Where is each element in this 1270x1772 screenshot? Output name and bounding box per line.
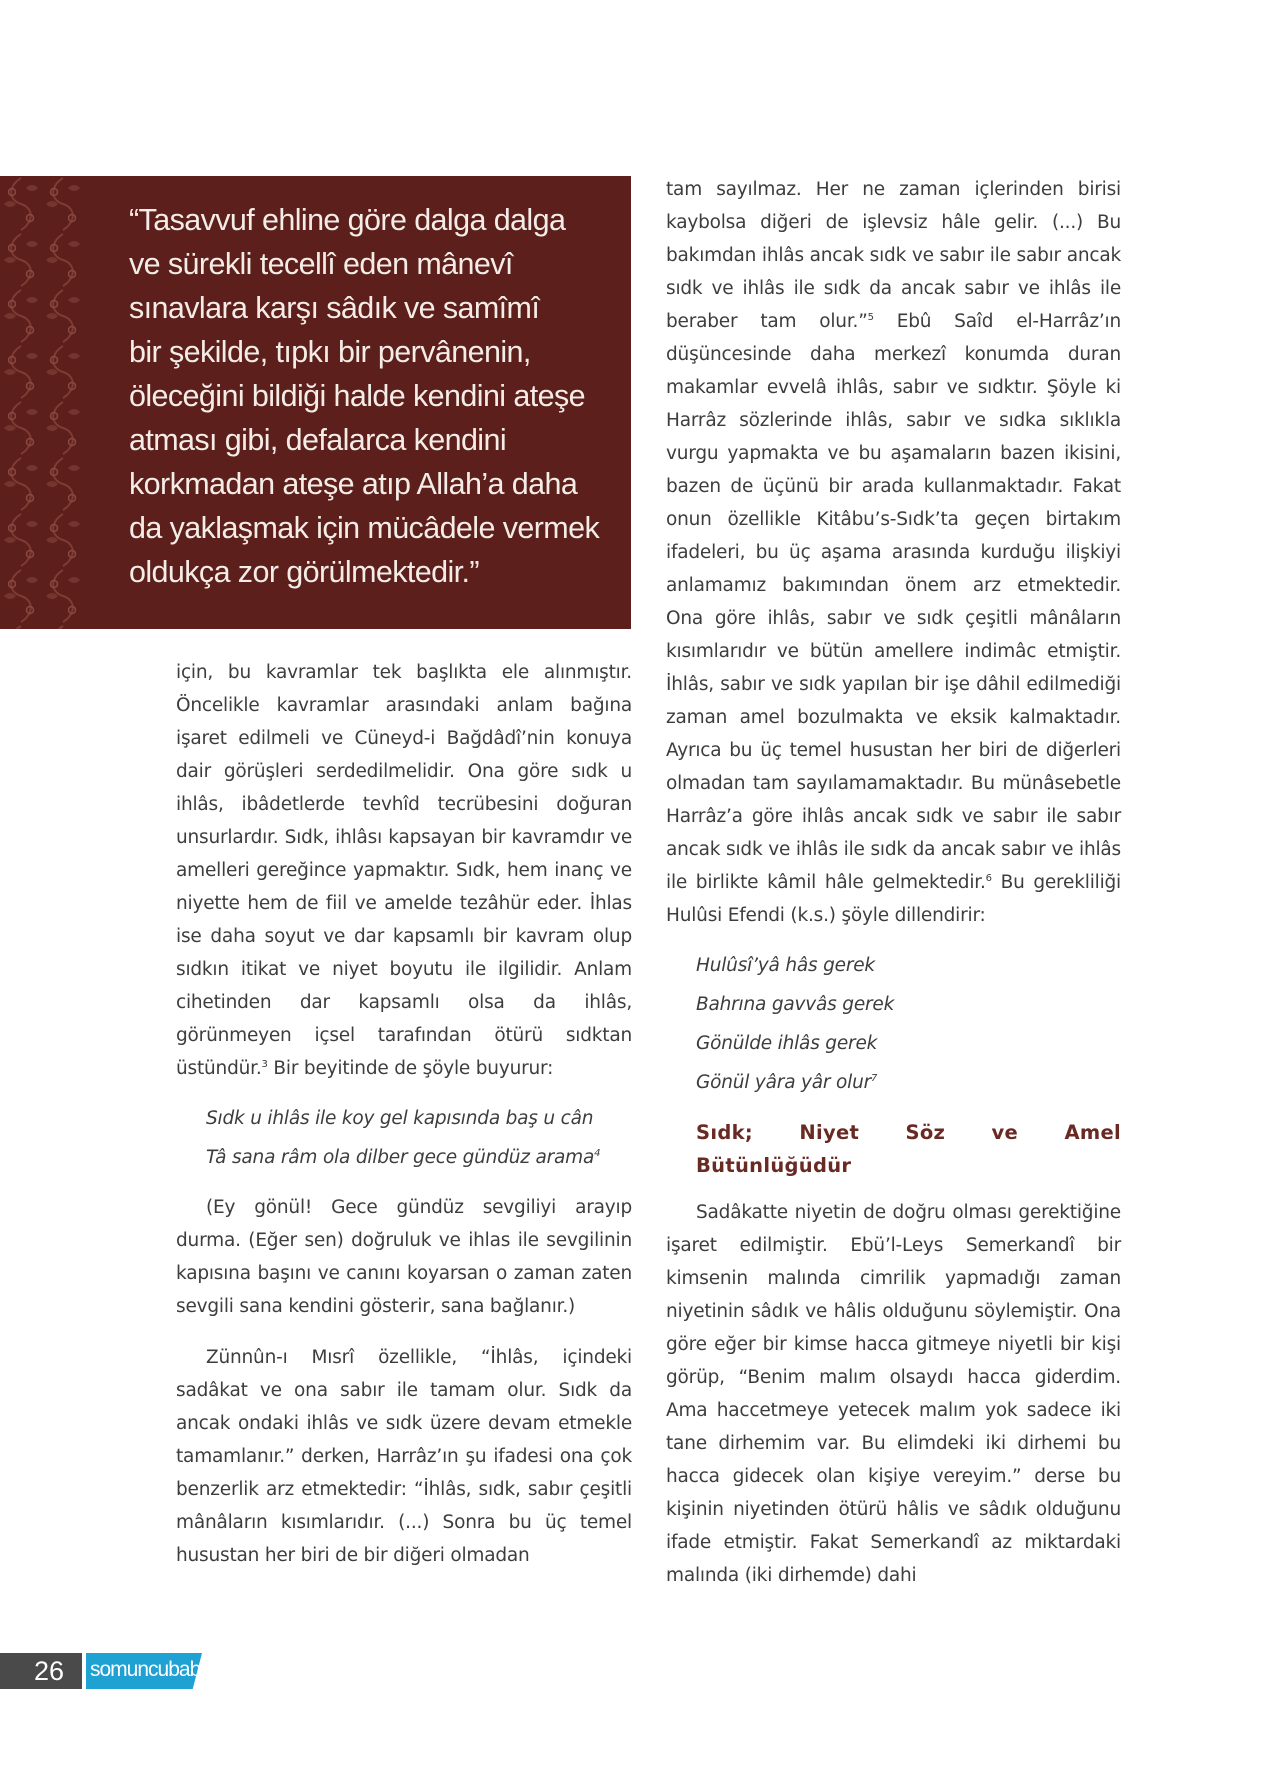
quote-line: korkmadan ateşe atıp Allah’a daha	[129, 467, 578, 501]
footnote-ref: 6	[985, 872, 992, 884]
quote-line: öleceğini bildiği halde kendini ateşe	[129, 379, 585, 413]
floral-ornament-pattern	[0, 176, 84, 629]
footnote-ref: 7	[871, 1072, 878, 1084]
verse-line	[176, 1138, 632, 1177]
pull-quote-box	[0, 176, 631, 629]
page-footer	[0, 1653, 210, 1689]
quote-line: ve sürekli tecellî eden mânevî	[129, 247, 513, 281]
verse-block	[666, 946, 1121, 1102]
verse-line: Gönülde ihlâs gerek	[696, 1033, 878, 1054]
verse-line: Bahrına gavvâs gerek	[696, 994, 895, 1015]
footnote-ref: 4	[594, 1147, 601, 1159]
footnote-ref: 5	[867, 311, 874, 323]
quote-line: sınavlara karşı sâdık ve samîmî	[129, 291, 540, 325]
pull-quote-text	[129, 198, 609, 594]
paragraph-text: Ebû Saîd el-Harrâz’ın düşüncesinde daha merkezî konumda duran makamlar evvelâ ihlâs, sabır ve sıdktır. Şöyle ki Harrâz sözlerinde ihlâs, sabır ve sıdka sıklıkla vurgu yapmakta ve bu aşamaların bazen ikisini, bazen de üçünü bir arada kullanmaktadır. Fakat onun özellikle Kitâbu’s-Sıdk’ta geçen birtakım ifadeleri, bu üç aşama arasında kurduğu ilişkiyi anlamamız bakımından önem arz etmektedir. Ona göre ihlâs, sabır ve sıdk çeşitli mânâların kısımlarıdır ve bütün amellere indimâc etmiştir. İhlâs, sabır ve sıdk yapılan bir işe dâhil edilmediği zaman amel bozulmakta ve eksik kalmaktadır. Ayrıca bu üç temel husustan her biri de diğerleri olmadan tam sayılamamaktadır. Bu münâsebetle Harrâz’a göre ihlâs ancak sıdk ve sabır ile sabır ancak sıdk ve ihlâs ile sıdk da ancak sabır ve ihlâs ile birlikte kâmil hâle gelmektedir.	[666, 311, 1121, 893]
verse-text: Tâ sana râm ola dilber gece gündüz arama	[206, 1147, 595, 1168]
quote-line: bir şekilde, tıpkı bir pervânenin,	[129, 335, 531, 369]
page-number: 26	[34, 1656, 65, 1686]
verse-line: Sıdk u ihlâs ile koy gel kapısında baş u cân	[206, 1108, 594, 1129]
verse-line	[666, 1063, 1121, 1102]
paragraph-text: için, bu kavramlar tek başlıkta ele alınmıştır. Öncelikle kavramlar arasındaki anlam bağına işaret edilmeli ve Cüneyd-i Bağdâdî’nin konuya dair görüşleri serdedilmelidir. Ona göre sıdk u ihlâs, ibâdetlerde tevhîd tecrübesini doğuran unsurlardır. Sıdk, ihlâsı kapsayan bir kavramdır ve amelleri gereğince yapmaktır. Sıdk, hem inanç ve niyette hem de fiil ve amelde tezâhür eder. İhlas ise daha soyut ve dar kapsamlı bir kavram olup sıdkın itikat ve niyet boyutu ile ilgilidir. Anlam cihetinden dar kapsamlı olsa da ihlâs, görünmeyen içsel tarafından ötürü sıdktan üstündür.	[176, 662, 632, 1079]
verse-text: Gönül yâra yâr olur	[696, 1072, 871, 1093]
left-column	[176, 656, 632, 1572]
paragraph-text: tam sayılmaz. Her ne zaman içlerinden birisi kaybolsa diğeri de işlevsiz hâle gelir. (...) Bu bakımdan ihlâs ancak sıdk ve sabır ile sabır ancak sıdk ve ihlâs ile sıdk da ancak sabır ve ihlâs ile beraber tam olur.”	[666, 179, 1121, 332]
paragraph	[666, 173, 1121, 932]
verse-block	[176, 1099, 632, 1177]
paragraph-text: Bir beyitinde de şöyle buyurur:	[267, 1058, 554, 1079]
footnote-ref: 3	[261, 1058, 268, 1070]
quote-line: “Tasavvuf ehline göre dalga dalga	[129, 203, 566, 237]
section-heading: Sıdk; Niyet Söz ve Amel Bütünlüğüdür	[696, 1121, 1121, 1177]
paragraph	[176, 656, 632, 1085]
paragraph-text: Bu gerekliliği Hulûsi Efendi (k.s.) şöyle dillendirir:	[666, 872, 1121, 926]
quote-line: atması gibi, defalarca kendini	[129, 423, 507, 457]
right-column	[666, 173, 1121, 1592]
quote-line: da yaklaşmak için mücâdele vermek	[129, 511, 600, 545]
brand-logo-text: somuncubaba	[90, 1658, 211, 1681]
paragraph: (Ey gönül! Gece gündüz sevgiliyi arayıp durma. (Eğer sen) doğruluk ve ihlas ile sevgilinin kapısına başını ve canını koyarsan o zaman zaten sevgili sana kendini gösterir, sana bağlanır.)	[176, 1197, 632, 1317]
paragraph: Zünnûn-ı Mısrî özellikle, “İhlâs, içindeki sadâkat ve ona sabır ile tamam olur. Sıdk da ancak ondaki ihlâs ve sıdk üzere devam etmekle tamamlanır.” derken, Harrâz’ın şu ifadesi ona çok benzerlik arz etmektedir: “İhlâs, sıdk, sabır çeşitli mânâların kısımlarıdır. (...) Sonra bu üç temel husustan her biri de bir diğeri olmadan	[176, 1347, 632, 1566]
paragraph: Sadâkatte niyetin de doğru olması gerektiğine işaret edilmiştir. Ebü’l-Leys Semerkandî bir kimsenin malında cimrilik yapmadığı zaman niyetinin sâdık ve hâlis olduğunu söylemiştir. Ona göre eğer bir kimse hacca gitmeye niyetli bir kişi görüp, “Benim malım olsaydı hacca giderdim. Ama haccetmeye yetecek malım yok sadece iki tane dirhemim var. Bu elimdeki iki dirhemi bu hacca gidecek olan kişiye vereyim.” derse bu kişinin niyetinden ötürü hâlis ve sâdık olduğunu ifade etmiştir. Fakat Semerkandî az miktardaki malında (iki dirhemde) dahi	[666, 1202, 1121, 1586]
verse-line: Hulûsî’yâ hâs gerek	[696, 955, 875, 976]
quote-line: oldukça zor görülmektedir.”	[129, 555, 479, 589]
